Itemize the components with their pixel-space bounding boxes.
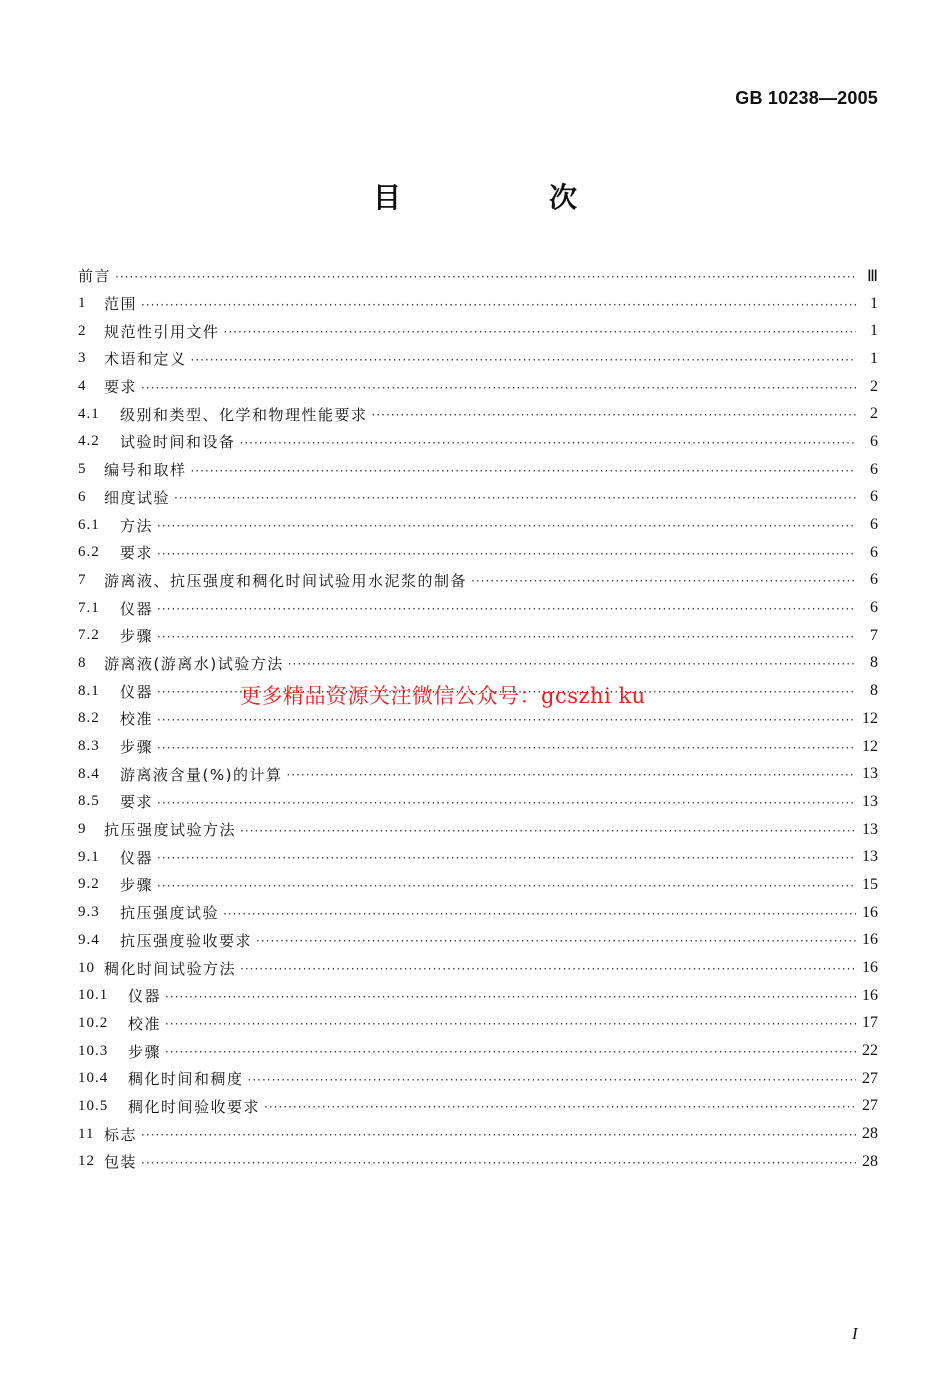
toc-entry-title: 规范性引用文件 bbox=[104, 322, 220, 341]
toc-leader-dots bbox=[157, 630, 856, 644]
toc-leader-dots bbox=[157, 851, 856, 865]
toc-entry-title: 方法 bbox=[120, 516, 154, 535]
toc-entry[interactable] bbox=[78, 760, 878, 788]
toc-entry-page: 28 bbox=[862, 1152, 878, 1170]
toc-entry-page: 16 bbox=[862, 986, 878, 1004]
toc-entry-number: 8.1 bbox=[78, 682, 100, 699]
toc-entry[interactable] bbox=[78, 1065, 878, 1093]
toc-entry-number: 8 bbox=[78, 654, 87, 671]
toc-entry-title: 试验时间和设备 bbox=[120, 433, 236, 452]
toc-leader-dots bbox=[471, 574, 856, 588]
toc-entry-page: 6 bbox=[870, 516, 878, 534]
toc-entry-number: 8.5 bbox=[78, 793, 100, 810]
toc-entry-number: 7.1 bbox=[78, 599, 100, 616]
toc-entry-page: 8 bbox=[870, 682, 878, 700]
page-title: 目 次 bbox=[372, 181, 637, 214]
toc-entry-number: 9.4 bbox=[78, 931, 100, 948]
toc-entry-title: 要求 bbox=[120, 544, 154, 563]
toc-leader-dots bbox=[223, 907, 856, 921]
toc-entry-title: 游离液含量(%)的计算 bbox=[120, 765, 283, 784]
toc-entry-number: 10.5 bbox=[78, 1097, 109, 1114]
toc-entry[interactable] bbox=[78, 511, 878, 539]
toc-entry-page: 13 bbox=[862, 820, 878, 838]
toc-leader-dots bbox=[141, 298, 856, 312]
toc-entry-number: 4.1 bbox=[78, 405, 100, 422]
toc-entry-number: 6 bbox=[78, 488, 87, 505]
toc-entry[interactable] bbox=[78, 539, 878, 567]
table-of-contents bbox=[78, 262, 878, 1176]
toc-entry-page: 7 bbox=[870, 626, 878, 644]
toc-entry-number: 6.2 bbox=[78, 544, 100, 561]
toc-entry-number: 9 bbox=[78, 821, 87, 838]
page-number: I bbox=[852, 1324, 858, 1343]
toc-leader-dots bbox=[240, 824, 856, 838]
toc-entry[interactable] bbox=[78, 843, 878, 871]
toc-entry-title: 抗压强度试验 bbox=[120, 904, 220, 923]
toc-entry-number: 7.2 bbox=[78, 627, 100, 644]
toc-entry-title: 稠化时间验收要求 bbox=[128, 1097, 261, 1116]
toc-entry-number: 8.2 bbox=[78, 710, 100, 727]
toc-leader-dots bbox=[240, 962, 856, 976]
toc-entry-page: 2 bbox=[870, 377, 878, 395]
toc-entry[interactable] bbox=[78, 622, 878, 650]
toc-leader-dots bbox=[286, 768, 856, 782]
toc-entry-number: 4.2 bbox=[78, 433, 100, 450]
toc-entry-page: 2 bbox=[870, 405, 878, 423]
toc-entry-page: Ⅲ bbox=[866, 267, 878, 285]
toc-entry-page: 1 bbox=[870, 322, 878, 340]
watermark-text: 更多精品资源关注微信公众号：gcszhi ku bbox=[240, 684, 646, 708]
toc-entry[interactable] bbox=[78, 567, 878, 595]
toc-entry[interactable] bbox=[78, 594, 878, 622]
toc-entry[interactable] bbox=[78, 899, 878, 927]
toc-entry[interactable] bbox=[78, 290, 878, 318]
toc-entry-title: 仪器 bbox=[128, 987, 162, 1006]
toc-leader-dots bbox=[264, 1100, 856, 1114]
toc-entry[interactable] bbox=[78, 456, 878, 484]
toc-entry[interactable] bbox=[78, 317, 878, 345]
toc-entry-title: 校准 bbox=[120, 710, 154, 729]
toc-entry-page: 6 bbox=[870, 432, 878, 450]
toc-entry-page: 6 bbox=[870, 571, 878, 589]
toc-entry-number: 10.1 bbox=[78, 987, 109, 1004]
toc-entry-page: 6 bbox=[870, 599, 878, 617]
toc-entry-page: 1 bbox=[870, 294, 878, 312]
toc-entry[interactable] bbox=[78, 484, 878, 512]
toc-entry[interactable] bbox=[78, 788, 878, 816]
toc-entry-number: 11 bbox=[78, 1125, 95, 1142]
toc-entry-title: 游离液(游离水)试验方法 bbox=[104, 654, 284, 673]
toc-entry-page: 12 bbox=[862, 737, 878, 755]
toc-entry-number: 9.3 bbox=[78, 904, 100, 921]
toc-leader-dots bbox=[174, 491, 856, 505]
toc-leader-dots bbox=[115, 270, 856, 284]
toc-entry-title: 步骤 bbox=[120, 738, 154, 757]
toc-entry-title: 仪器 bbox=[120, 682, 154, 701]
toc-entry-number: 9.2 bbox=[78, 876, 100, 893]
toc-leader-dots bbox=[248, 1073, 856, 1087]
toc-entry-title: 步骤 bbox=[128, 1042, 162, 1061]
toc-entry[interactable] bbox=[78, 428, 878, 456]
toc-entry[interactable] bbox=[78, 816, 878, 844]
toc-entry-title: 包装 bbox=[104, 1153, 138, 1172]
toc-leader-dots bbox=[141, 1128, 856, 1142]
toc-entry-title: 级别和类型、化学和物理性能要求 bbox=[120, 405, 368, 424]
toc-leader-dots bbox=[157, 547, 856, 561]
toc-entry[interactable] bbox=[78, 954, 878, 982]
standard-code: GB 10238—2005 bbox=[735, 88, 878, 108]
toc-entry[interactable] bbox=[78, 650, 878, 678]
toc-leader-dots bbox=[191, 464, 856, 478]
toc-entry-page: 17 bbox=[862, 1014, 878, 1032]
toc-entry-page: 6 bbox=[870, 460, 878, 478]
toc-entry-number: 10 bbox=[78, 959, 95, 976]
toc-entry-page: 8 bbox=[870, 654, 878, 672]
toc-entry-title: 稠化时间和稠度 bbox=[128, 1070, 244, 1089]
toc-entry-number: 5 bbox=[78, 461, 87, 478]
toc-entry-page: 13 bbox=[862, 765, 878, 783]
toc-entry-title: 前言 bbox=[78, 267, 112, 286]
toc-entry-page: 1 bbox=[870, 349, 878, 367]
toc-entry-page: 6 bbox=[870, 543, 878, 561]
toc-entry-number: 1 bbox=[78, 295, 87, 312]
toc-leader-dots bbox=[191, 353, 856, 367]
toc-entry-title: 仪器 bbox=[120, 599, 154, 618]
toc-entry[interactable] bbox=[78, 1010, 878, 1038]
toc-entry[interactable] bbox=[78, 400, 878, 428]
toc-entry-number: 3 bbox=[78, 350, 87, 367]
toc-leader-dots bbox=[157, 879, 856, 893]
toc-leader-dots bbox=[157, 713, 856, 727]
toc-entry-title: 游离液、抗压强度和稠化时间试验用水泥浆的制备 bbox=[104, 571, 468, 590]
toc-entry-page: 16 bbox=[862, 903, 878, 921]
toc-entry-number: 12 bbox=[78, 1153, 95, 1170]
toc-entry-number: 8.4 bbox=[78, 765, 100, 782]
toc-entry-title: 要求 bbox=[120, 793, 154, 812]
toc-leader-dots bbox=[165, 990, 856, 1004]
toc-entry[interactable] bbox=[78, 982, 878, 1010]
toc-entry[interactable] bbox=[78, 1093, 878, 1121]
toc-entry-number: 7 bbox=[78, 571, 87, 588]
toc-entry[interactable] bbox=[78, 1120, 878, 1148]
toc-entry[interactable] bbox=[78, 733, 878, 761]
toc-entry-title: 校准 bbox=[128, 1014, 162, 1033]
toc-entry-title: 要求 bbox=[104, 378, 138, 397]
toc-entry-title: 稠化时间试验方法 bbox=[104, 959, 237, 978]
toc-entry-title: 范围 bbox=[104, 295, 138, 314]
toc-entry-title: 细度试验 bbox=[104, 488, 171, 507]
toc-leader-dots bbox=[157, 741, 856, 755]
toc-entry-number: 8.3 bbox=[78, 738, 100, 755]
toc-entry[interactable] bbox=[78, 262, 878, 290]
toc-entry-title: 步骤 bbox=[120, 627, 154, 646]
toc-entry-page: 13 bbox=[862, 792, 878, 810]
toc-leader-dots bbox=[157, 519, 856, 533]
toc-entry-title: 抗压强度试验方法 bbox=[104, 821, 237, 840]
toc-entry[interactable] bbox=[78, 373, 878, 401]
toc-leader-dots bbox=[141, 1156, 856, 1170]
toc-entry-number: 9.1 bbox=[78, 848, 100, 865]
toc-entry[interactable] bbox=[78, 927, 878, 955]
toc-leader-dots bbox=[224, 325, 856, 339]
toc-entry-number: 2 bbox=[78, 322, 87, 339]
toc-entry[interactable] bbox=[78, 1148, 878, 1176]
toc-entry-number: 4 bbox=[78, 378, 87, 395]
toc-entry-number: 10.3 bbox=[78, 1042, 109, 1059]
toc-entry[interactable] bbox=[78, 871, 878, 899]
toc-entry-page: 15 bbox=[862, 875, 878, 893]
toc-entry-page: 12 bbox=[862, 709, 878, 727]
toc-leader-dots bbox=[157, 796, 856, 810]
toc-entry-title: 编号和取样 bbox=[104, 461, 187, 480]
toc-entry-page: 22 bbox=[862, 1042, 878, 1060]
toc-leader-dots bbox=[288, 657, 856, 671]
toc-entry-title: 术语和定义 bbox=[104, 350, 187, 369]
toc-entry-number: 6.1 bbox=[78, 516, 100, 533]
toc-leader-dots bbox=[157, 602, 856, 616]
toc-entry-page: 28 bbox=[862, 1125, 878, 1143]
toc-entry-page: 27 bbox=[862, 1069, 878, 1087]
toc-entry[interactable] bbox=[78, 345, 878, 373]
toc-entry-page: 16 bbox=[862, 931, 878, 949]
toc-entry-title: 抗压强度验收要求 bbox=[120, 931, 253, 950]
toc-entry[interactable] bbox=[78, 1037, 878, 1065]
toc-entry-page: 27 bbox=[862, 1097, 878, 1115]
toc-entry-number: 10.2 bbox=[78, 1014, 109, 1031]
toc-leader-dots bbox=[240, 436, 856, 450]
toc-entry-number: 10.4 bbox=[78, 1070, 109, 1087]
toc-leader-dots bbox=[165, 1017, 856, 1031]
toc-entry-page: 16 bbox=[862, 959, 878, 977]
toc-entry-page: 13 bbox=[862, 848, 878, 866]
toc-entry-page: 6 bbox=[870, 488, 878, 506]
toc-leader-dots bbox=[141, 381, 856, 395]
toc-entry-title: 标志 bbox=[104, 1125, 138, 1144]
toc-leader-dots bbox=[256, 934, 856, 948]
toc-entry-title: 步骤 bbox=[120, 876, 154, 895]
toc-entry-title: 仪器 bbox=[120, 848, 154, 867]
toc-leader-dots bbox=[165, 1045, 856, 1059]
toc-leader-dots bbox=[372, 408, 856, 422]
